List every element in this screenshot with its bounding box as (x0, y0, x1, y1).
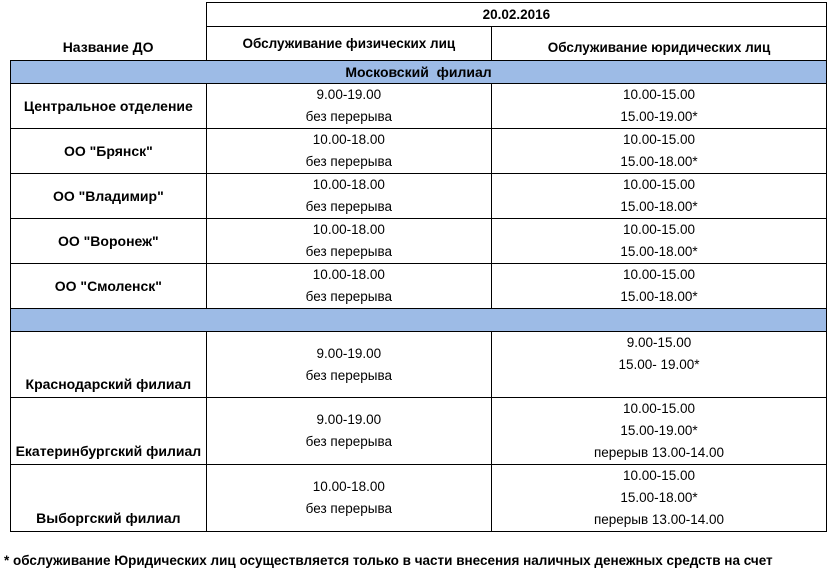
branch-name: ОО "Владимир" (11, 174, 207, 219)
hours-line: 15.00-18.00* (620, 289, 698, 304)
hours-line: 9.00-19.00 (316, 345, 382, 361)
legal-hours (491, 398, 826, 465)
hours-line: 10.00-18.00 (312, 132, 385, 147)
break-line: без перерыва (305, 199, 392, 214)
section-row-moscow (11, 61, 827, 84)
hours-line: 15.00-19.00* (620, 109, 698, 124)
physical-hours (206, 264, 491, 309)
hours-line: 9.00-15.00 (626, 335, 692, 350)
hours-line: 10.00-15.00 (622, 177, 695, 192)
hours-line: 9.00-19.00 (316, 412, 382, 427)
legal-hours (491, 129, 826, 174)
hours-line: 15.00-18.00* (620, 244, 698, 259)
physical-hours (206, 332, 491, 398)
break-line: без перерыва (305, 244, 392, 259)
date-label: 20.02.2016 (482, 6, 551, 22)
break-line: перерыв 13.00-14.00 (593, 512, 724, 527)
hours-line: 10.00-18.00 (312, 222, 385, 237)
branch-name: Центральное отделение (11, 84, 207, 129)
legal-hours (491, 84, 826, 129)
break-line: без перерыва (305, 367, 392, 383)
break-line: без перерыва (305, 289, 392, 304)
table-row (11, 332, 827, 398)
table-row (11, 174, 827, 219)
branch-name: ОО "Смоленск" (11, 264, 207, 309)
legal-hours (491, 174, 826, 219)
column-header-legal: Обслуживание юридических лиц (547, 39, 771, 55)
hours-line: 10.00-15.00 (622, 267, 695, 282)
table-row (11, 129, 827, 174)
section-row-blank (11, 309, 827, 332)
hours-line: 10.00-15.00 (622, 132, 695, 147)
hours-line: 10.00-15.00 (622, 222, 695, 237)
branch-name: Выборгский филиал (11, 465, 207, 532)
table-row (11, 465, 827, 532)
physical-hours (206, 84, 491, 129)
legal-hours (491, 332, 826, 398)
break-line: без перерыва (305, 109, 392, 124)
physical-hours (206, 219, 491, 264)
legal-hours (491, 465, 826, 532)
hours-line: 10.00-18.00 (312, 267, 385, 282)
hours-line: 10.00-15.00 (622, 468, 695, 483)
hours-line: 10.00-15.00 (622, 87, 695, 102)
hours-line: 10.00-18.00 (312, 177, 385, 192)
physical-hours (206, 174, 491, 219)
physical-hours (206, 398, 491, 465)
break-line: перерыв 13.00-14.00 (593, 445, 724, 460)
header-legal-cell (491, 27, 826, 61)
hours-line: 15.00-18.00* (620, 490, 698, 505)
hours-line: 15.00-18.00* (620, 154, 698, 169)
hours-line: 15.00-18.00* (620, 199, 698, 214)
hours-line: 10.00-15.00 (622, 401, 695, 416)
physical-hours (206, 129, 491, 174)
schedule-table (10, 2, 827, 532)
section-title: Московский филиал (345, 64, 492, 80)
branch-name: ОО "Воронеж" (11, 219, 207, 264)
footnote: * обслуживание Юридических лиц осуществляется только в части внесения наличных денежных средств на счет (4, 553, 773, 568)
break-line: без перерыва (305, 154, 392, 169)
branch-name: ОО "Брянск" (11, 129, 207, 174)
branch-name: Екатеринбургский филиал (11, 398, 207, 465)
header-date-cell (206, 3, 826, 27)
table-row (11, 219, 827, 264)
column-header-name: Название ДО (62, 39, 154, 55)
legal-hours (491, 264, 826, 309)
legal-hours (491, 219, 826, 264)
branch-name: Краснодарский филиал (11, 332, 207, 398)
table-row (11, 264, 827, 309)
hours-line: 15.00-19.00* (620, 423, 698, 438)
physical-hours (206, 465, 491, 532)
break-line: без перерыва (305, 501, 392, 516)
header-name-cell (11, 3, 207, 61)
table-row (11, 84, 827, 129)
header-physical-cell (206, 27, 491, 61)
column-header-physical: Обслуживание физических лиц (242, 35, 456, 51)
table-row (11, 398, 827, 465)
break-line: без перерыва (305, 434, 392, 449)
hours-line: 10.00-18.00 (312, 479, 385, 494)
hours-line: 9.00-19.00 (316, 87, 382, 102)
hours-line: 15.00- 19.00* (618, 357, 700, 372)
